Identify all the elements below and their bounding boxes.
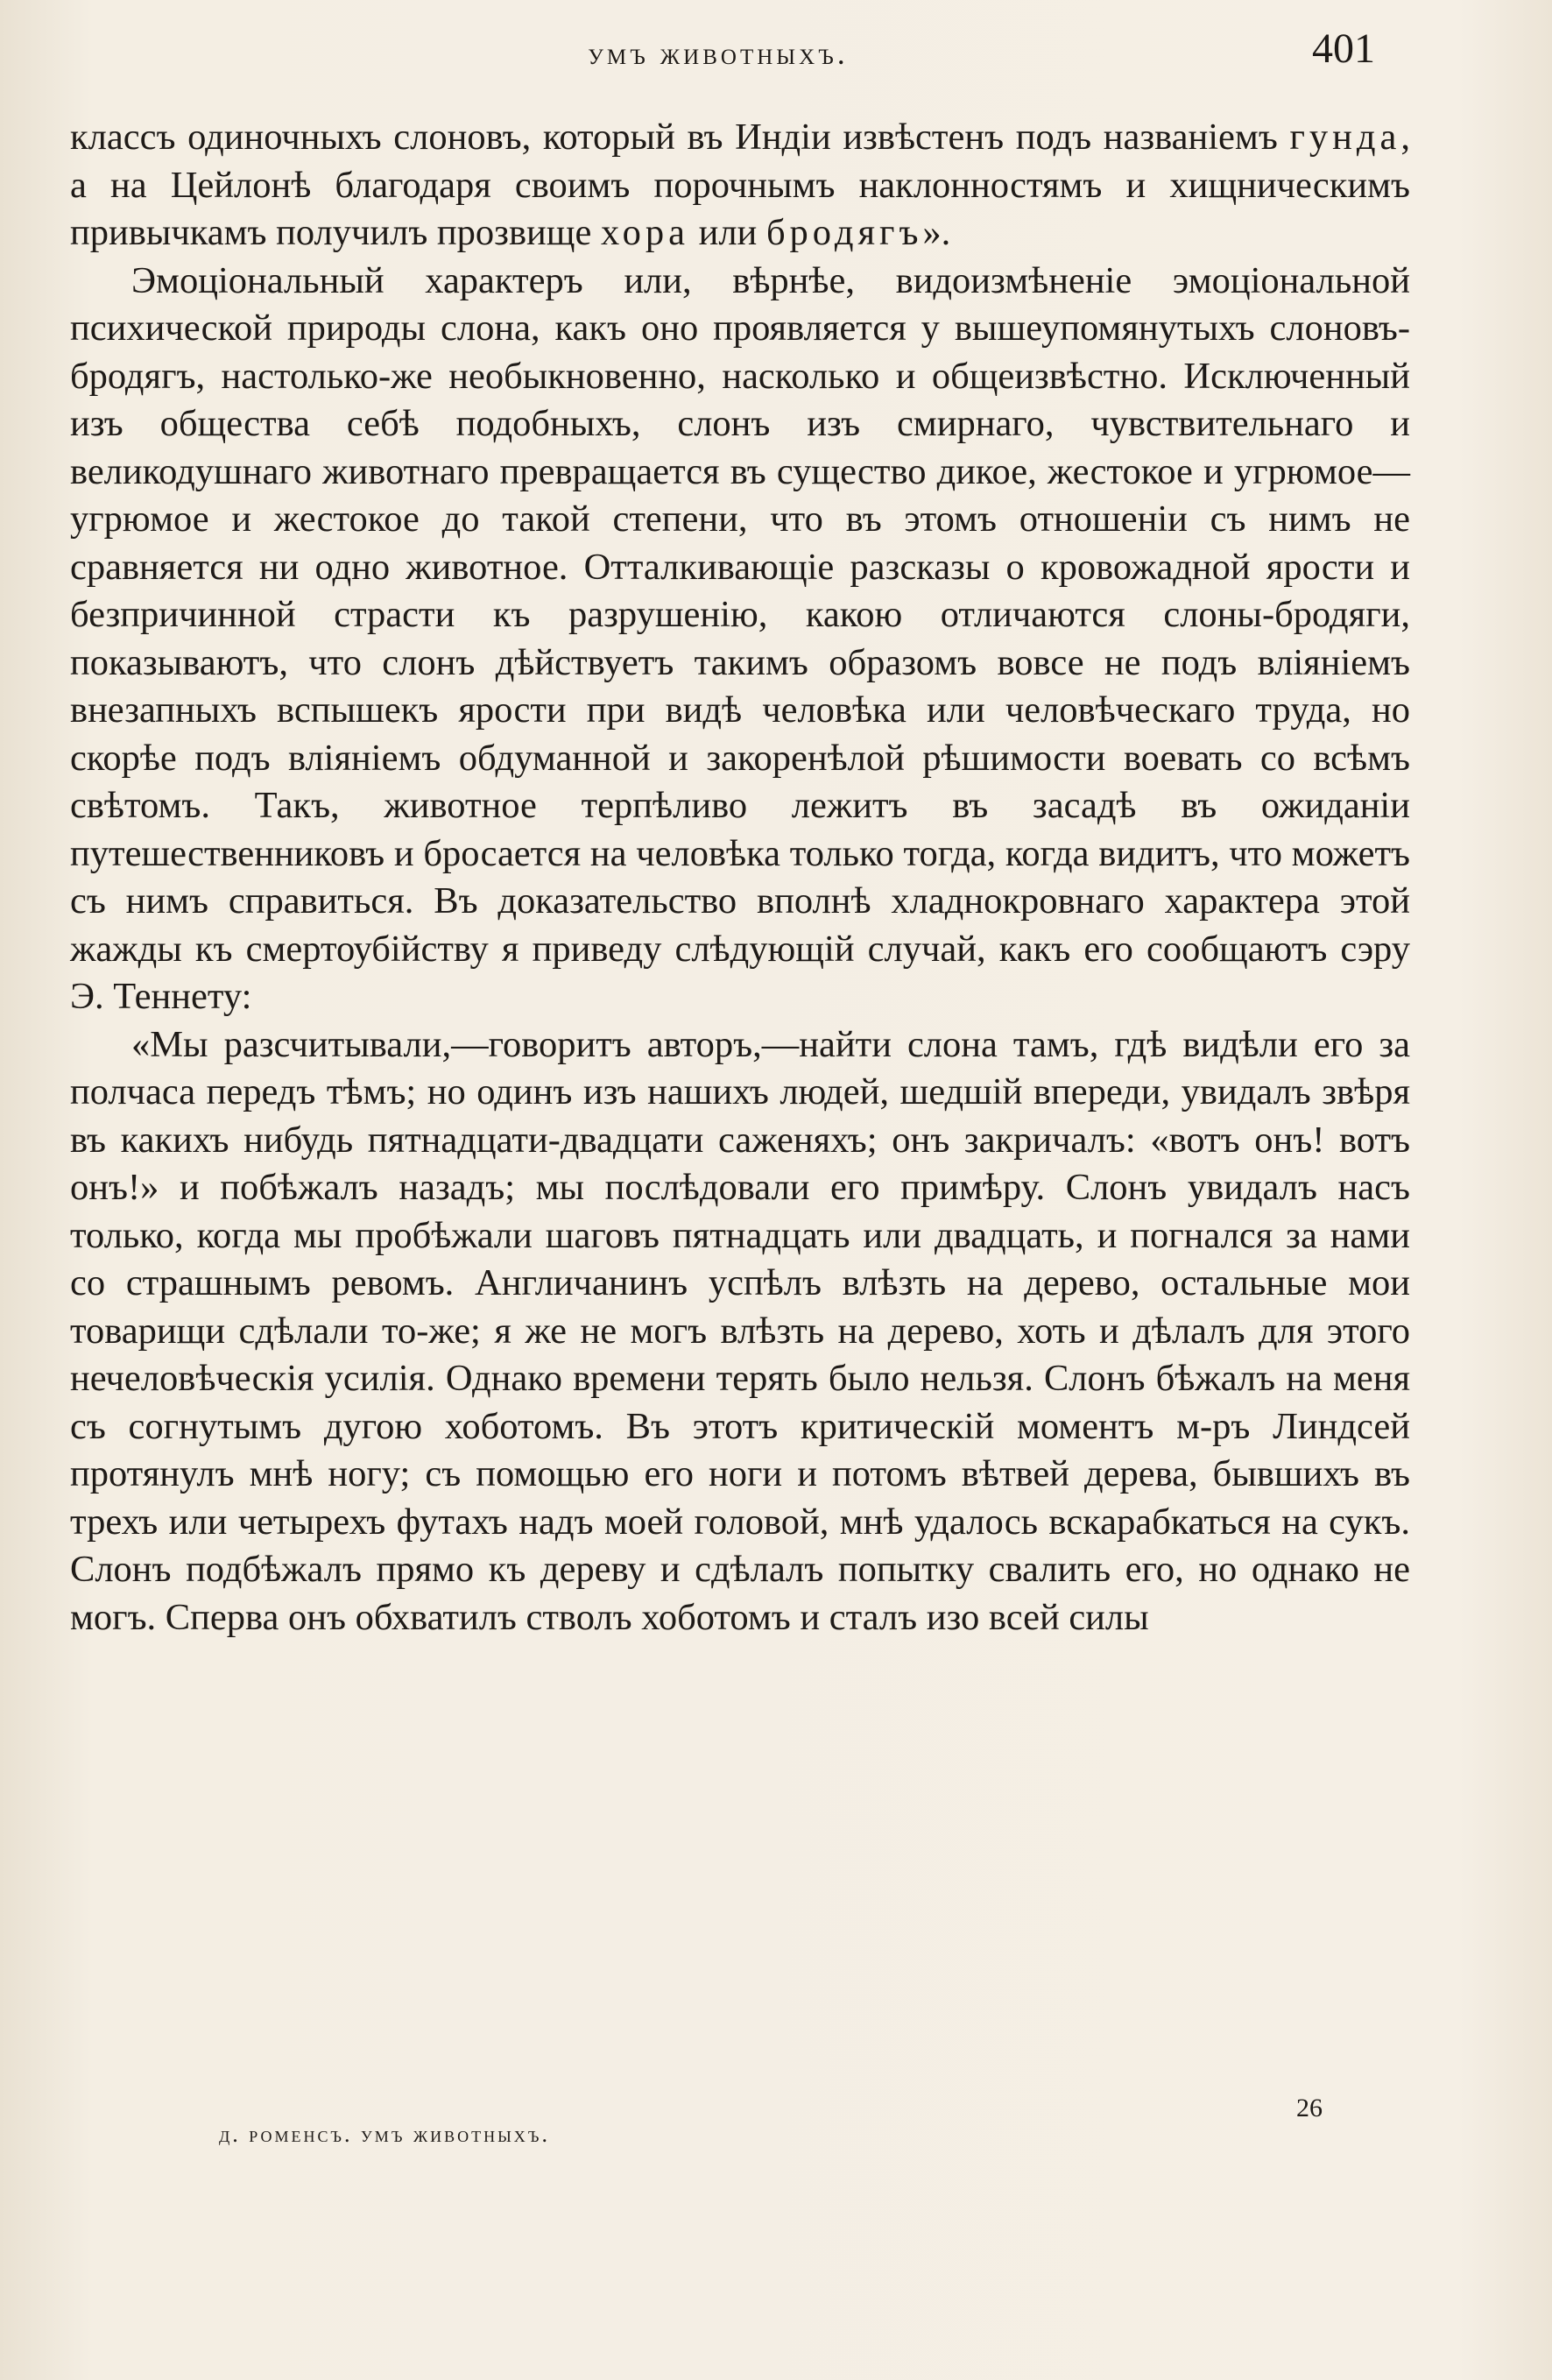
spaced-word: хора	[600, 212, 689, 253]
text-segment: «Мы разсчитывали,—говоритъ авторъ,—найти слона тамъ, гдѣ видѣли его за полчаса передъ тѣмъ; но одинъ изъ нашихъ людей, шедшій впереди, увидалъ звѣря въ какихъ нибудь пятнадцати-двадцати саженяхъ; онъ закричалъ: «вотъ онъ! вотъ онъ!» и побѣжалъ назадъ; мы послѣдовали его примѣру. Слонъ увидалъ насъ только, когда мы пробѣжали шаговъ пятнадцать или двадцать, и погнался за нами со страшнымъ ревомъ. Англичанинъ успѣлъ влѣзть на дерево, остальные мои товарищи сдѣлали то-же; я же не могъ влѣзть на дерево, хоть и дѣлалъ для этого нечеловѣческія усилія. Однако времени терять было нельзя. Слонъ бѣжалъ на меня съ согнутымъ дугою хоботомъ. Въ этотъ критическій моментъ м-ръ Линдсей протянулъ мнѣ ногу; съ помощью его ноги и потомъ вѣтвей дерева, бывшихъ въ трехъ или четырехъ футахъ надъ моей головой, мнѣ удалось вскарабкаться на сукъ. Слонъ подбѣжалъ прямо къ дереву и сдѣлалъ попытку свалить его, но однако не могъ. Сперва онъ обхватилъ стволъ хоботомъ и сталъ изо всей силы	[70, 1023, 1410, 1638]
paragraph	[70, 1021, 1410, 1642]
sheet-number: 26	[1296, 2094, 1323, 2122]
paragraph	[70, 114, 1410, 258]
text-segment: или	[688, 212, 766, 253]
text-segment: , а на Цейлонѣ благодаря своимъ порочнымъ наклонностямъ и хищническимъ привычкамъ получилъ прозвище	[70, 117, 1410, 253]
body-text	[70, 114, 1410, 1642]
spaced-word: бродягъ	[765, 212, 923, 253]
signature-line: д. роменсъ. умъ животныхъ.	[219, 2122, 550, 2147]
page-number: 401	[1312, 25, 1375, 72]
text-segment: классъ одиночныхъ слоновъ, который въ Индіи извѣстенъ подъ названіемъ	[70, 117, 1290, 158]
paragraph	[70, 258, 1410, 1021]
text-segment: ».	[922, 212, 951, 253]
running-head	[70, 25, 1375, 77]
page-footer	[70, 2094, 1323, 2164]
text-segment: Эмоціональный характеръ или, вѣрнѣе, видоизмѣненіе эмоціональной психической природы слона, какъ оно проявляется у вышеупомянутыхъ слоновъ-бродягъ, настолько-же необыкновенно, насколько и общеизвѣстно. Исключенный изъ общества себѣ подобныхъ, слонъ изъ смирнаго, чувствительнаго и великодушнаго животнаго превращается въ существо дикое, жестокое и угрюмое—угрюмое и жестокое до такой степени, что въ этомъ отношеніи съ нимъ не сравняется ни одно животное. Отталкивающіе разсказы о кровожадной ярости и безпричинной страсти къ разрушенію, какою отличаются слоны-бродяги, показываютъ, что слонъ дѣйствуетъ такимъ образомъ вовсе не подъ вліяніемъ внезапныхъ вспышекъ ярости при видѣ человѣка или человѣческаго труда, но скорѣе подъ вліяніемъ обдуманной и закоренѣлой рѣшимости воевать со всѣмъ свѣтомъ. Такъ, животное терпѣливо лежитъ въ засадѣ въ ожиданіи путешественниковъ и бросается на человѣка только тогда, когда видитъ, что можетъ съ нимъ справиться. Въ доказательство вполнѣ хладнокровнаго характера этой жажды къ смертоубійству я приведу слѣдующій случай, какъ его сообщаютъ сэру Э. Теннету:	[70, 259, 1410, 1017]
running-title: умъ животныхъ.	[588, 36, 849, 71]
spaced-word: гунда	[1289, 117, 1401, 158]
